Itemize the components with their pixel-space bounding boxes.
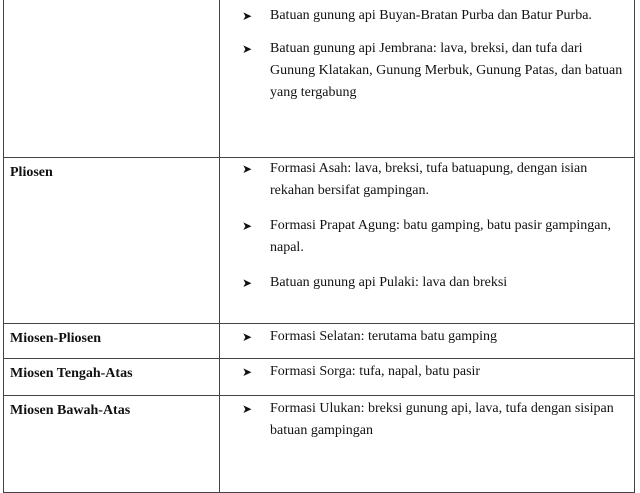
arrow-bullet-icon: ➤: [242, 162, 253, 176]
table-row: [4, 324, 635, 359]
arrow-bullet-icon: ➤: [242, 9, 253, 23]
geology-table: [3, 0, 635, 493]
item-text: Formasi Prapat Agung: batu gamping, batu pasir gampingan, napal.: [270, 218, 612, 255]
era-cell: Miosen Bawah-Atas: [4, 396, 220, 493]
table-row: [4, 158, 635, 324]
era-cell: Miosen Tengah-Atas: [4, 359, 220, 396]
formation-cell: [220, 396, 635, 493]
arrow-bullet-icon: ➤: [242, 276, 253, 290]
formation-cell: [220, 324, 635, 359]
table-row: [4, 359, 635, 396]
list-item: [242, 326, 630, 348]
list-item: [242, 272, 630, 294]
arrow-bullet-icon: ➤: [242, 402, 253, 416]
item-text: Batuan gunung api Buyan-Bratan Purba dan Batur Purba.: [270, 8, 592, 23]
item-text: Batuan gunung api Jembrana: lava, breksi, dan tufa dari Gunung Klatakan, Gunung Merbuk, Gunung Patas, dan batuan yang tergabung: [270, 41, 623, 100]
list-item: [242, 215, 630, 259]
item-text: Formasi Asah: lava, breksi, tufa batuapung, dengan isian rekahan bersifat gampingan.: [270, 161, 588, 198]
arrow-bullet-icon: ➤: [242, 42, 253, 56]
arrow-bullet-icon: ➤: [242, 219, 253, 233]
list-item: [242, 398, 630, 442]
arrow-bullet-icon: ➤: [242, 330, 253, 344]
table-row: [4, 0, 635, 158]
list-item: [242, 361, 630, 383]
era-cell: [4, 0, 220, 158]
list-item: [242, 158, 630, 202]
list-item: [242, 38, 630, 104]
item-text: Formasi Selatan: terutama batu gamping: [270, 329, 498, 344]
item-text: Formasi Sorga: tufa, napal, batu pasir: [270, 364, 481, 379]
formation-cell: [220, 158, 635, 324]
era-cell: Miosen-Pliosen: [4, 324, 220, 359]
item-text: Formasi Ulukan: breksi gunung api, lava, tufa dengan sisipan batuan gampingan: [270, 401, 614, 438]
era-cell: Pliosen: [4, 158, 220, 324]
list-item: [242, 5, 630, 27]
formation-cell: [220, 359, 635, 396]
formation-cell: [220, 0, 635, 158]
table-row: [4, 396, 635, 493]
arrow-bullet-icon: ➤: [242, 365, 253, 379]
item-text: Batuan gunung api Pulaki: lava dan breksi: [270, 275, 508, 290]
